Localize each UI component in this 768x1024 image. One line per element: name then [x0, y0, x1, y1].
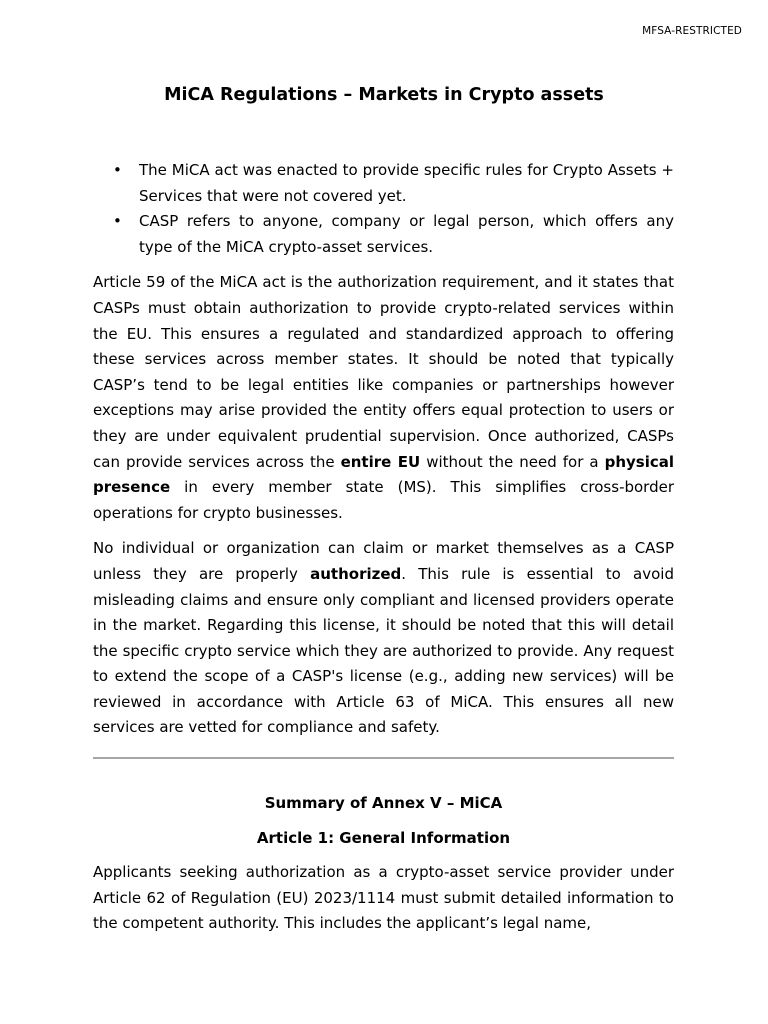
bold-text: authorized — [310, 564, 402, 583]
article-heading: Article 1: General Information — [256, 828, 511, 847]
document-body — [93, 158, 674, 947]
bullet-item — [93, 158, 674, 209]
bullet-list — [93, 158, 674, 260]
paragraph-article-59 — [93, 270, 674, 526]
bullet-item — [93, 209, 674, 260]
paragraph-general-information: Applicants seeking authorization as a crypto-asset service provider under Article 62 of Regulation (EU) 2023/1114 must submit detailed information to the competent authority. This includes the applicant’s legal name, — [93, 863, 674, 933]
bullet-icon: • — [113, 161, 122, 179]
text-run: No individual or organization can claim or market themselves as a CASP unless they are properly — [93, 539, 674, 583]
bullet-text: The MiCA act was enacted to provide specific rules for Crypto Assets + Services that were not covered yet. — [139, 161, 674, 205]
bullet-text: CASP refers to anyone, company or legal person, which offers any type of the MiCA crypto-asset services. — [139, 212, 674, 256]
text-run: without the need for a — [420, 452, 605, 471]
document-title: MiCA Regulations – Markets in Crypto assets — [164, 85, 604, 105]
annex-heading: Summary of Annex V – MiCA — [264, 794, 503, 813]
text-run: in every member state (MS). This simplifies cross-border operations for crypto businesses. — [93, 478, 674, 522]
paragraph-authorization — [93, 536, 674, 741]
horizontal-divider — [93, 757, 674, 759]
text-run: . This rule is essential to avoid misleading claims and ensure only compliant and licensed providers operate in the market. Regarding this license, it should be noted that this will detail the specific crypto service which they are authorized to provide. Any request to extend the scope of a CASP's license (e.g., adding new services) will be reviewed in accordance with Article 63 of MiCA. This ensures all new services are vetted for compliance and safety. — [93, 564, 674, 737]
bullet-icon: • — [113, 212, 122, 231]
bold-text: physical presence — [93, 452, 674, 497]
text-run: Article 59 of the MiCA act is the authorization requirement, and it states that CASPs must obtain authorization to provide crypto-related services within the EU. This ensures a regulated and standardized approach to offering these services across member states. It should be noted that typically CASP’s tend to be legal entities like companies or partnerships however exceptions may arise provided the entity offers equal protection to users or they are under equivalent prudential supervision. Once authorized, CASPs can provide services across the — [93, 273, 674, 471]
classification-label: MFSA-RESTRICTED — [642, 25, 742, 37]
bold-text: entire EU — [340, 452, 421, 471]
